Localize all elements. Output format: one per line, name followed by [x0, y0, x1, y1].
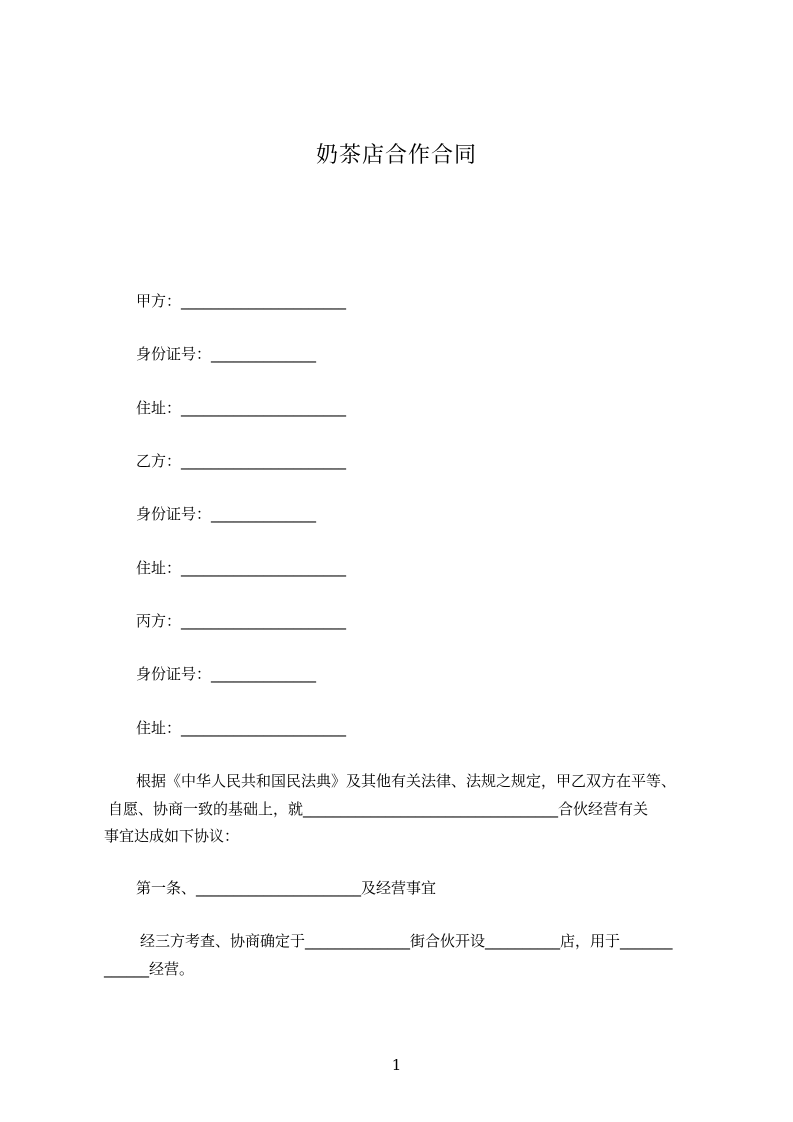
party-c-address-field: 住址：______________________	[136, 719, 347, 737]
preamble-line-2: 自愿、协商一致的基础上，就__________________________________合伙经营有关	[108, 800, 649, 818]
party-a-id-field: 身份证号：______________	[136, 345, 317, 363]
preamble-line-3: 事宜达成如下协议：	[104, 827, 240, 845]
party-c-field: 丙方：______________________	[136, 612, 347, 630]
preamble-line-1: 根据《中华人民共和国民法典》及其他有关法律、法规之规定，甲乙双方在平等、	[136, 772, 677, 790]
document-title: 奶茶店合作合同	[315, 143, 477, 168]
party-b-id-field: 身份证号：______________	[136, 505, 317, 523]
party-b-field: 乙方：______________________	[136, 452, 347, 470]
article-1-line-1: 经三方考查、协商确定于______________街合伙开设__________店，用于_______	[140, 932, 673, 950]
party-a-field: 甲方：______________________	[136, 292, 347, 310]
article-1-heading: 第一条、______________________及经营事宜	[136, 879, 437, 897]
party-c-id-field: 身份证号：______________	[136, 665, 317, 683]
party-b-address-field: 住址：______________________	[136, 559, 347, 577]
page-number: 1	[391, 1056, 402, 1074]
article-1-line-2: ______经营。	[104, 960, 195, 978]
party-a-address-field: 住址：______________________	[136, 399, 347, 417]
